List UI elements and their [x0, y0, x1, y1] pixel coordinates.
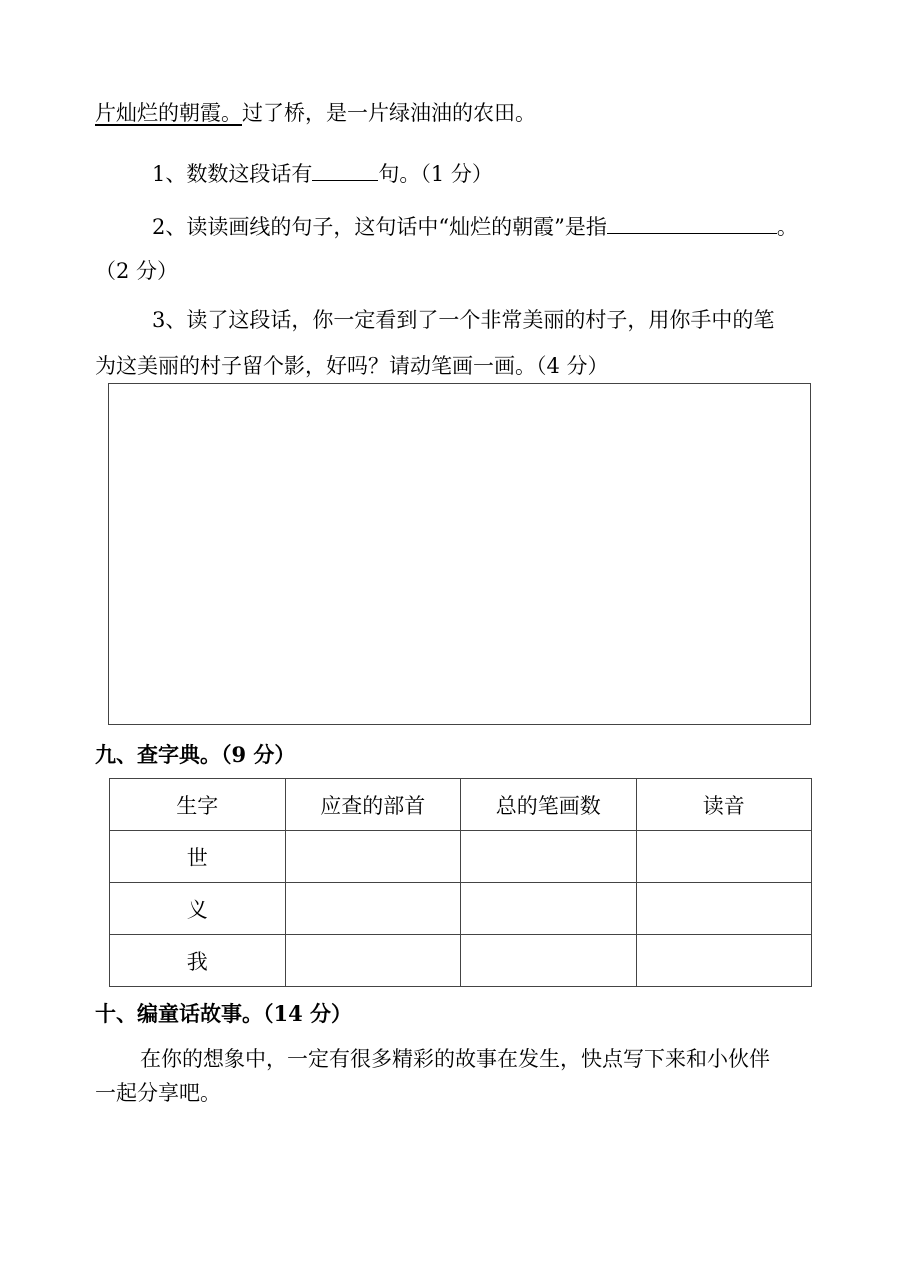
passage-tail	[95, 103, 536, 124]
character-cell: 我	[110, 935, 286, 987]
radical-cell[interactable]	[285, 883, 461, 935]
question-1-score: 句。（1 分）	[378, 162, 493, 186]
header-cell: 总的笔画数	[461, 779, 637, 831]
radical-cell[interactable]	[285, 935, 461, 987]
header-cell: 应查的部首	[285, 779, 461, 831]
stroke-count-cell[interactable]	[461, 883, 637, 935]
question-1	[152, 162, 493, 185]
table-row	[110, 935, 812, 987]
pinyin-cell[interactable]	[636, 883, 812, 935]
question-3-line-2: 为这美丽的村子留个影，好吗？请动笔画一画。（4 分）	[95, 354, 609, 378]
question-1-text: 1、数数这段话有	[152, 162, 313, 186]
header-cell: 生字	[110, 779, 286, 831]
stroke-count-cell[interactable]	[461, 831, 637, 883]
drawing-area[interactable]	[108, 383, 811, 725]
section-10-line-1: 在你的想象中，一定有很多精彩的故事在发生，快点写下来和小伙伴	[140, 1047, 770, 1071]
radical-cell[interactable]	[285, 831, 461, 883]
section-9-title: 九、查字典。（9 分）	[95, 742, 296, 767]
header-cell: 读音	[636, 779, 812, 831]
passage-rest: 过了桥，是一片绿油油的农田。	[242, 101, 536, 125]
character-cell: 义	[110, 883, 286, 935]
dictionary-table	[109, 778, 812, 987]
underlined-sentence: 片灿烂的朝霞。	[95, 101, 242, 125]
question-1-blank[interactable]	[312, 162, 378, 181]
question-2-period: 。	[776, 215, 798, 239]
question-2-score: （2 分）	[95, 259, 179, 283]
pinyin-cell[interactable]	[636, 831, 812, 883]
pinyin-cell[interactable]	[636, 935, 812, 987]
section-10-line-2: 一起分享吧。	[95, 1081, 221, 1105]
question-3-line-1: 3、读了这段话，你一定看到了一个非常美丽的村子，用你手中的笔	[152, 308, 775, 332]
table-row	[110, 831, 812, 883]
table-row	[110, 883, 812, 935]
character-cell: 世	[110, 831, 286, 883]
question-2-blank[interactable]	[607, 215, 777, 234]
question-2	[152, 215, 798, 238]
section-10-title: 十、编童话故事。（14 分）	[95, 1001, 353, 1026]
stroke-count-cell[interactable]	[461, 935, 637, 987]
table-header-row	[110, 779, 812, 831]
question-2-text: 2、读读画线的句子，这句话中“灿烂的朝霞”是指	[152, 215, 607, 239]
